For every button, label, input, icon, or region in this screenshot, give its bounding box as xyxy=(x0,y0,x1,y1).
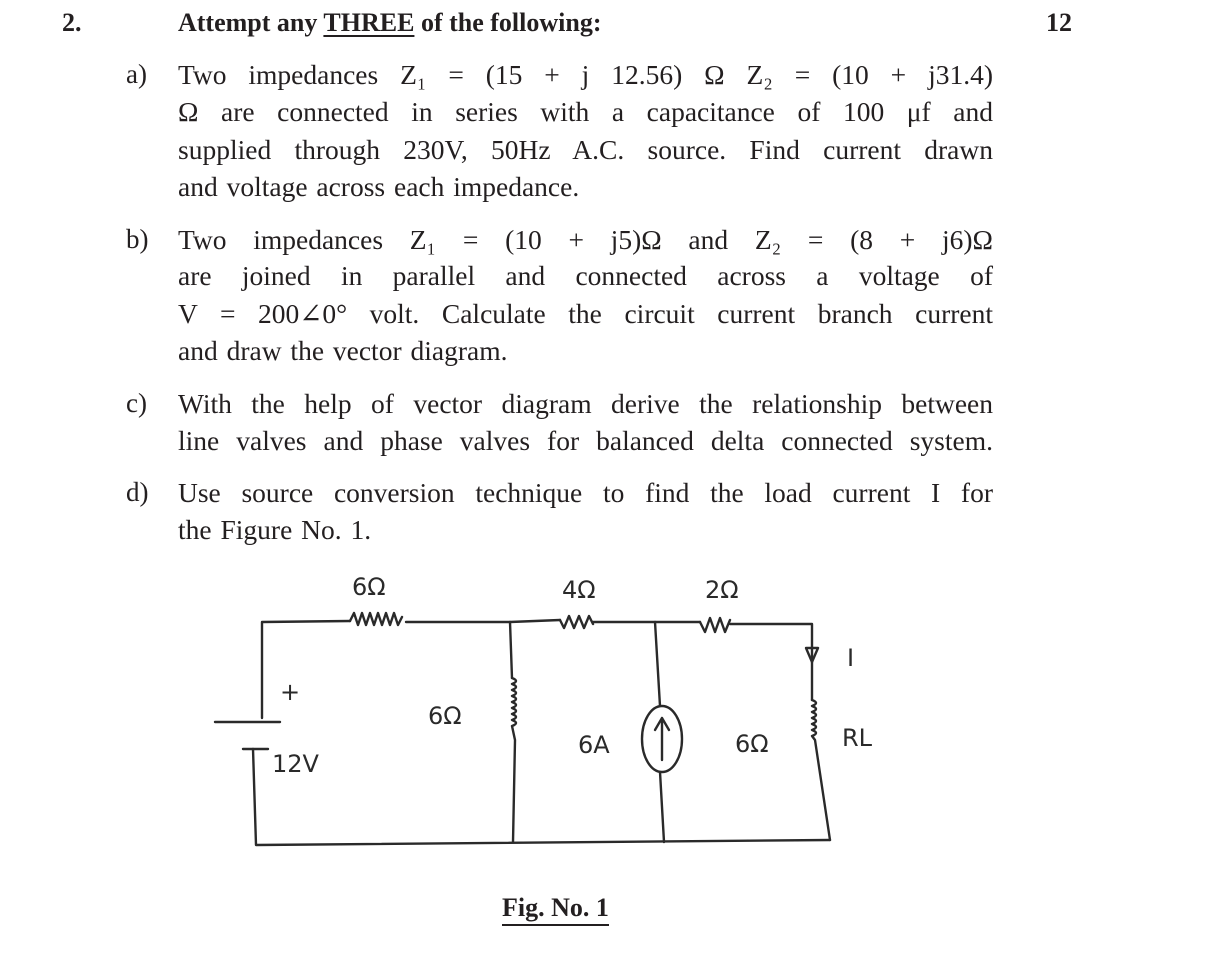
part-b-line: are joined in parallel and connected across a voltage of xyxy=(178,260,993,291)
part-b-line: V = 200∠0° volt. Calculate the circuit current branch current xyxy=(178,298,993,329)
resistor-4ohm xyxy=(560,616,593,628)
part-c-line: line valves and phase valves for balanced delta connected system. xyxy=(178,425,993,456)
current-source-arrow xyxy=(655,718,669,760)
part-c-line: With the help of vector diagram derive the relationship between xyxy=(178,388,993,419)
resistor-6ohm-shunt xyxy=(512,678,516,842)
figure-caption: Fig. No. 1 xyxy=(502,893,609,926)
question-number: 2. xyxy=(62,8,82,37)
heading-suffix: of the following: xyxy=(414,8,602,37)
part-b-line: Two impedances Z₁ = (10 + j5)Ω and Z₂ = (8 + j6)Ω xyxy=(178,224,993,255)
label-current-source: 6A xyxy=(578,731,610,759)
label-load-name: RL xyxy=(842,724,873,752)
wire-shunt xyxy=(510,622,512,678)
heading-emphasis: THREE xyxy=(323,8,415,37)
wire-left-top xyxy=(262,621,350,718)
part-a-line: and voltage across each impedance. xyxy=(178,171,580,202)
resistor-2ohm xyxy=(700,618,730,632)
wire-top-3 xyxy=(730,624,812,700)
part-d-label: d) xyxy=(126,477,149,507)
part-b-line: and draw the vector diagram. xyxy=(178,335,508,366)
part-d-line: Use source conversion technique to find the load current I for xyxy=(178,477,993,508)
heading-prefix: Attempt any xyxy=(178,8,324,37)
label-6ohm-load: 6Ω xyxy=(735,730,769,758)
resistor-load xyxy=(812,700,830,840)
part-b-label: b) xyxy=(126,224,149,254)
question-marks: 12 xyxy=(1046,8,1072,37)
part-d-line: the Figure No. 1. xyxy=(178,514,372,545)
resistor-6ohm-series xyxy=(350,613,402,625)
wire-left-bottom xyxy=(253,749,830,845)
part-a-label: a) xyxy=(126,59,147,89)
label-2ohm: 2Ω xyxy=(705,576,739,604)
wire-top-1 xyxy=(406,620,560,622)
part-a-line: Ω are connected in series with a capacitance of 100 μf and xyxy=(178,96,993,127)
part-a-line: supplied through 230V, 50Hz A.C. source. Find current drawn xyxy=(178,134,993,165)
label-plus: + xyxy=(280,678,301,706)
label-6ohm-series: 6Ω xyxy=(352,573,386,601)
label-4ohm: 4Ω xyxy=(562,576,596,604)
part-a-line: Two impedances Z₁ = (15 + j 12.56) Ω Z₂ = (10 + j31.4) xyxy=(178,59,993,90)
part-c-label: c) xyxy=(126,388,147,418)
label-current: I xyxy=(847,644,855,672)
label-6ohm-shunt: 6Ω xyxy=(428,702,462,730)
label-battery: 12V xyxy=(272,750,319,778)
